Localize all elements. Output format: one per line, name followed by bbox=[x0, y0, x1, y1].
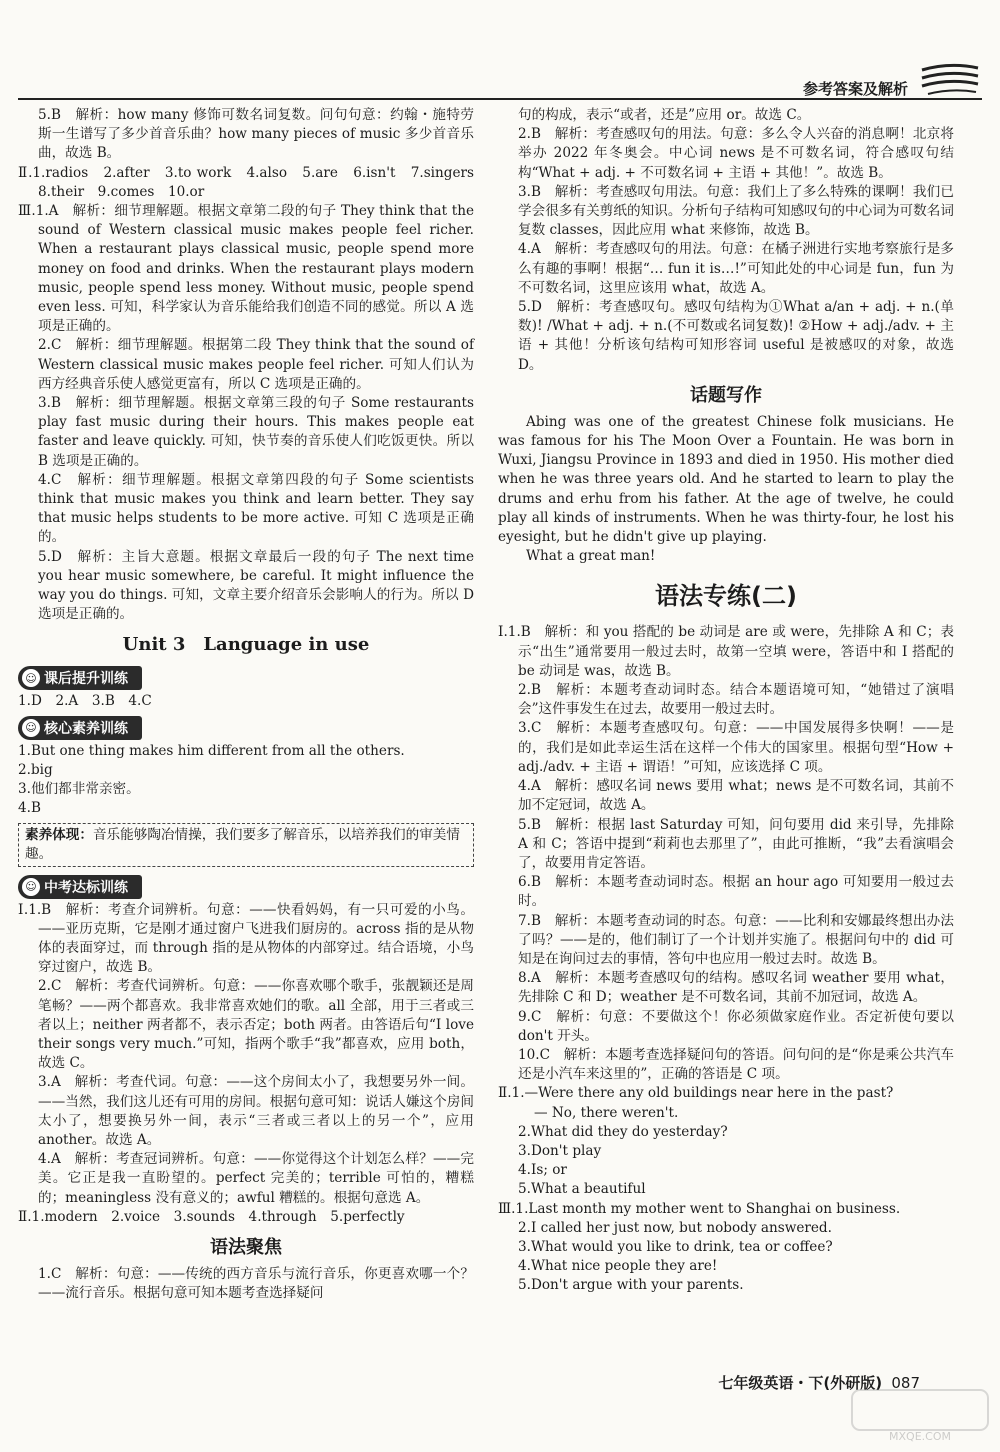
header-rule bbox=[18, 98, 982, 100]
left-line-a2: Ⅲ.1.A 解析：细节理解题。根据文章第二段的句子 They think that the sound of Western classical music makes people feel richer. When a restaurant plays classical music, people spend more money on food and drinks. When the restaurant plays modern music, people spend less money. Without music, people spend even less. 可知，科学家认为音乐能给我们创造不同的感觉。所以 A 选项是正确的。 bbox=[18, 203, 474, 335]
right-line-b2: 3.C 解析：本题考查感叹句。句意：——中国发展得多快啊！——是的，我们是如此幸运生活在这样一个伟大的国家里。根据句型“How + adj./adv. + 主语 + 谓语！”可知，应该选择 C 项。 bbox=[518, 720, 954, 775]
right-line-a4: 5.D 解析：考查感叹句。感叹句结构为①What a/an + adj. + n.(单数)! /What + adj. + n.(不可数或名词复数)! ②How + adj./adv. + 主语 + 其他！分析该句结构可知形容词 useful 是被感叹的对象，故选 D。 bbox=[518, 299, 954, 373]
literacy-box bbox=[18, 823, 474, 867]
right-line-b8: 9.C 解析：句意：不要做这个！你必须做家庭作业。否定祈使句要以 don't 开头。 bbox=[518, 1008, 954, 1044]
right-line-b13: 3.Don't play bbox=[518, 1142, 602, 1159]
right-line-a1: 2.B 解析：考查感叹句的用法。句意：多么令人兴奋的消息啊！北京将举办 2022 年冬奥会。中心词 news 是不可数名词，符合感叹句结构“What + adj. + 不可数名词 + 主语 + 其他！”。故选 B。 bbox=[518, 126, 954, 181]
essay-end: What a great man! bbox=[526, 548, 656, 565]
left-line-b2: 3.A 解析：考查代词。句意：——这个房间太小了，我想要另外一间。——当然，我们这儿还有可用的房间。根据句意可知：说话人嫌这个房间太小了，想要换另外一间，表示“三者或三者以上的另一个”，应用 another。故选 A。 bbox=[38, 1074, 474, 1148]
right-line-b7: 8.A 解析：本题考查感叹句的结构。感叹名词 weather 要用 what，先排除 C 和 D；weather 是不可数名词，其前不加冠词，故选 A。 bbox=[518, 970, 954, 1006]
core-line: 1.But one thing makes him different from all the others. bbox=[18, 742, 405, 759]
right-line-b14: 4.Is; or bbox=[518, 1162, 567, 1179]
right-line-b19: 4.What nice people they are! bbox=[518, 1258, 718, 1275]
left-line-a1: Ⅱ.1.radios 2.after 3.to work 4.also 5.are 6.isn't 7.singers 8.their 9.comes 10.or bbox=[18, 164, 488, 200]
section-title-topic: 话题写作 bbox=[690, 384, 762, 406]
core-line: 3.他们都非常亲密。 bbox=[18, 781, 140, 798]
right-line-b11: — No, there weren't. bbox=[534, 1104, 679, 1121]
right-line-a3: 4.A 解析：考查感叹句的用法。句意：在橘子洲进行实地考察旅行是多么有趣的事啊！根据“… fun it is…!”可知此处的中心词是 fun，fun 为不可数名词，这里应该用 what，故选 A。 bbox=[518, 241, 954, 296]
left-line-a5: 4.C 解析：细节理解题。根据文章第四段的句子 Some scientists think that music makes you think and learn better. They say that music helps students to be more active. 可知 C 选项是正确的。 bbox=[38, 471, 474, 546]
badge-label: 核心素养训练 bbox=[44, 720, 128, 737]
left-line-b0: Ⅰ.1.B 解析：考查介词辨析。句意：——快看妈妈，有一只可爱的小鸟。——亚历克斯，它是刚才通过窗户飞进我们厨房的。across 指的是从物体的表面穿过，而 through 指的是从物体的内部穿过。结合语境，小鸟穿过窗户，故选 B。 bbox=[18, 901, 474, 976]
right-line-b15: 5.What a beautiful bbox=[518, 1181, 646, 1198]
right-line-b16: Ⅲ.1.Last month my mother went to Shanghai on business. bbox=[498, 1200, 901, 1217]
badge-face-icon: ☺ bbox=[22, 719, 40, 737]
right-column bbox=[498, 106, 954, 1382]
unit-title: Unit 3 Language in use bbox=[122, 634, 370, 656]
badge-face-icon: ☺ bbox=[22, 669, 40, 687]
right-line-b20: 5.Don't argue with your parents. bbox=[518, 1277, 744, 1294]
badge-face-icon: ☺ bbox=[22, 878, 40, 896]
right-line-b17: 2.I called her just now, but nobody answered. bbox=[518, 1219, 832, 1236]
right-line-b12: 2.What did they do yesterday? bbox=[518, 1123, 728, 1140]
header-title: 参考答案及解析 bbox=[802, 80, 908, 98]
section-badge-exam bbox=[18, 875, 142, 899]
left-line-b3: 4.A 解析：考查冠词辨析。句意：——你觉得这个计划怎么样？——完美。它正是我一直盼望的。perfect 完美的；terrible 可怕的，糟糕的；meaningless 没有意义的；awful 糟糕的。根据句意选 A。 bbox=[38, 1151, 474, 1206]
section-title-grammar-practice: 语法专练(二) bbox=[655, 582, 797, 611]
watermark-text: MXQE.COM bbox=[889, 1430, 951, 1443]
left-line-b1: 2.C 解析：考查代词辨析。句意：——你喜欢哪个歌手，张靓颖还是周笔畅？——两个都喜欢。我非常喜欢她们的歌。all 全部，用于三者或三者以上；neither 两者都不，表示否定；both 两者。由答语后句“I love their songs very much.”可知，指两个歌手“我”都喜欢，应用 both，故选 C。 bbox=[38, 978, 474, 1072]
header-swoosh-icon bbox=[920, 62, 980, 96]
right-line-a0: 句的构成，表示“或者，还是”应用 or。故选 C。 bbox=[518, 107, 811, 123]
badge-label: 课后提升训练 bbox=[44, 671, 128, 688]
right-line-b6: 7.B 解析：本题考查动词的时态。句意：——比利和安娜最终想出办法了吗？——是的，他们制订了一个计划并实施了。根据问句中的 did 可知是在询问过去的事情，答句中也应用一般过去时。故选 B。 bbox=[518, 912, 954, 967]
left-line-a6: 5.D 解析：主旨大意题。根据文章最后一段的句子 The next time you hear music somewhere, be careful. It might influence the way you do things. 可知，文章主要介绍音乐会影响人的行为。所以 D 选项是正确的。 bbox=[38, 548, 474, 623]
right-line-b1: 2.B 解析：本题考查动词时态。结合本题语境可知，“她错过了演唱会”这件事发生在过去，故要用一般过去时。 bbox=[518, 682, 954, 718]
right-line-a2: 3.B 解析：考查感叹句用法。句意：我们上了多么特殊的课啊！我们已学会很多有关剪纸的知识。分析句子结构可知感叹句的中心词为可数名词复数 classes，因此应用 what 来修饰，故选 B。 bbox=[518, 183, 954, 239]
core-line: 2.big bbox=[18, 761, 53, 778]
literacy-text: 音乐能够陶冶情操，我们要多了解音乐，以培养我们的审美情趣。 bbox=[25, 826, 460, 862]
right-line-b10: Ⅱ.1.—Were there any old buildings near here in the past? bbox=[498, 1085, 894, 1102]
left-line-a0: 5.B 解析：how many 修饰可数名词复数。问句句意：约翰・施特劳斯一生谱写了多少首音乐曲？how many pieces of music 多少首音乐曲，故选 B。 bbox=[38, 107, 474, 162]
left-column bbox=[18, 106, 488, 1382]
section-title-grammar: 语法聚焦 bbox=[210, 1236, 282, 1258]
right-line-b4: 5.B 解析：根据 last Saturday 可知，问句要用 did 来引导，先排除 A 和 C；答语中提到“莉莉也去那里了”，由此可推断，“我”去看演唱会了，故要用肯定答语。 bbox=[518, 816, 954, 871]
literacy-label: 素养体现： bbox=[25, 826, 93, 843]
left-line-a4: 3.B 解析：细节理解题。根据文章第三段的句子 Some restaurants play fast music during their hours. This makes people eat faster and leave quickly. 可知，快节奏的音乐使人们吃饭更快。所以 B 选项是正确的。 bbox=[38, 395, 474, 469]
left-line-b4: Ⅱ.1.modern 2.voice 3.sounds 4.through 5.perfectly bbox=[18, 1208, 405, 1225]
right-line-b5: 6.B 解析：本题考查动词时态。根据 an hour ago 可知要用一般过去时。 bbox=[518, 874, 954, 910]
right-line-b3: 4.A 解析：感叹名词 news 要用 what；news 是不可数名词，其前不加不定冠词，故选 A。 bbox=[518, 778, 954, 814]
watermark-logo bbox=[850, 1388, 990, 1444]
page-header bbox=[0, 0, 1000, 100]
right-line-b9: 10.C 解析：本题考查选择疑问句的答语。问句问的是“你是乘公共汽车还是小汽车来这里的”，正确的答语是 C 项。 bbox=[518, 1046, 954, 1083]
left-line-c0: 1.C 解析：句意：——传统的西方音乐与流行音乐，你更喜欢哪一个？——流行音乐。根据句意可知本题考查选择疑问 bbox=[38, 1265, 474, 1302]
section-badge-core bbox=[18, 716, 142, 740]
right-line-b18: 3.What would you like to drink, tea or coffee? bbox=[518, 1238, 833, 1255]
core-line: 4.B bbox=[18, 800, 41, 817]
footer-book: 七年级英语・下(外研版) bbox=[718, 1374, 883, 1392]
badge-label: 中考达标训练 bbox=[44, 879, 128, 896]
section-badge-after-class bbox=[18, 666, 142, 690]
essay-body: Abing was one of the greatest Chinese folk musicians. He was famous for his The Moon Over a Fountain. He was born in Wuxi, Jiangsu Province in 1893 and died in 1950. His mother died when he was three years old. And he started to learn to play the drums and erhu from his father. At the age of twelve, he could play all kinds of instruments. When he was thirty-four, he lost his eyesight, but he didn't give up playing. bbox=[498, 413, 954, 546]
right-line-b0: Ⅰ.1.B 解析：和 you 搭配的 be 动词是 are 或 were，先排除 A 和 C；表示“出生”通常要用一般过去时，故第一空填 were，答语中和 I 搭配的 be 动词是 was，故选 B。 bbox=[498, 624, 954, 679]
page-number: 087 bbox=[891, 1374, 920, 1392]
left-line-a3: 2.C 解析：细节理解题。根据第二段 They think that the sound of Western classical music makes people feel richer. 可知人们认为西方经典音乐使人感觉更富有，所以 C 选项是正确的。 bbox=[38, 337, 474, 392]
answers-after-class: 1.D 2.A 3.B 4.C bbox=[18, 693, 152, 710]
